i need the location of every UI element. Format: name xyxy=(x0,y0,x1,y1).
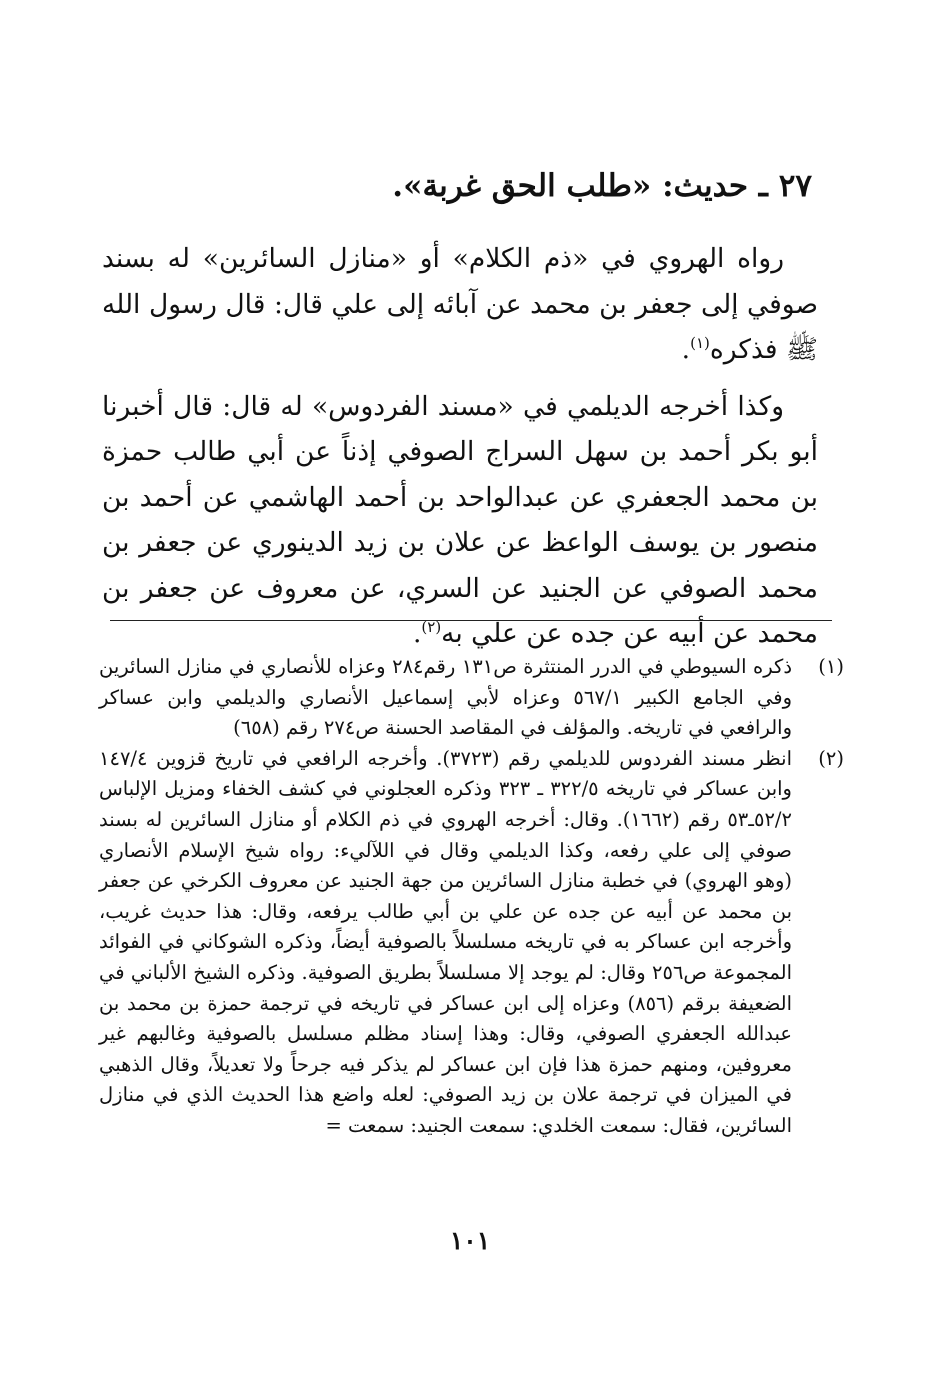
paragraph xyxy=(102,384,818,657)
footnote-number: (٢) xyxy=(818,746,844,770)
footnote-text: ذكره السيوطي في الدرر المنتثرة ص١٣١ رقم٢٨٤ وعزاه للأنصاري في منازل السائرين وفي الجامع الكبير ٥٦٧/١ وعزاه لأبي إسماعيل الأنصاري والديلمي وابن عساكر والرافعي في تاريخه. والمؤلف في المقاصد الحسنة ص٢٧٤ رقم (٦٥٨) xyxy=(99,655,792,740)
footnote-number: (١) xyxy=(818,655,844,678)
footnote xyxy=(99,652,844,744)
footnote xyxy=(99,744,844,1142)
hadith-heading: ٢٧ ـ حديث: «طلب الحق غربة». xyxy=(392,168,812,204)
paragraph xyxy=(102,236,818,373)
footnote-reference: (١) xyxy=(690,334,710,353)
paragraph-end-mark: . xyxy=(412,618,422,649)
paragraph-text: رواه الهروي في «ذم الكلام» أو «منازل السائرين» له بسند صوفي إلى جعفر بن محمد عن آبائه إلى علي قال: قال رسول الله ﷺ فذكره xyxy=(102,243,818,365)
main-text xyxy=(102,236,818,657)
footnote-reference: (٢) xyxy=(421,618,442,637)
footnote-separator xyxy=(110,620,832,621)
footnote-text: انظر مسند الفردوس للديلمي رقم (٣٧٢٣). وأخرجه الرافعي في تاريخ قزوين ١٤٧/٤ وابن عساكر في تاريخه ٣٢٢/٥ ـ ٣٢٣ وذكره العجلوني في كشف الخفاء ومزيل الإلباس ٥٢/٢ـ٥٣ رقم (١٦٦٢). وقال: أخرجه الهروي في ذم الكلام أو منازل السائرين له بسند صوفي إلى علي رفعه، وكذا الديلمي وقال في اللآليء: رواه شيخ الإسلام الأنصاري (وهو الهروي) في خطبة منازل السائرين من جهة الجنيد عن معروف الكرخي عن جعفر بن محمد عن أبيه عن جده عن علي بن أبي طالب يرفعه، وقال: هذا حديث غريب، وأخرجه ابن عساكر به في تاريخه مسلسلاً بالصوفية أيضاً، وذكره الشوكاني في الفوائد المجموعة ص٢٥٦ وقال: لم يوجد إلا مسلسلاً بطريق الصوفية. وذكره الشيخ الألباني في الضعيفة برقم (٨٥٦) وعزاه إلى ابن عساكر في تاريخه في ترجمة حمزة بن محمد بن عبدالله الجعفري الصوفي، وقال: وهذا إسناد مظلم مسلسل بالصوفية وغالبهم غير معروفين، ومنهم حمزة هذا فإن ابن عساكر لم يذكر فيه جرحاً ولا تعديلاً، وقال الذهبي في الميزان في ترجمة علان بن زيد الصوفي: لعله واضع هذا الحديث الذي في منازل السائرين، فقال: سمعت الخلدي: سمعت الجنيد: سمعت = xyxy=(99,746,792,1137)
paragraph-end-mark: . xyxy=(681,334,691,365)
footnotes xyxy=(99,652,844,1142)
paragraph-text: وكذا أخرجه الديلمي في «مسند الفردوس» له قال: قال أخبرنا أبو بكر أحمد بن سهل السراج الصوفي إذناً عن أبي طالب حمزة بن محمد الجعفري عن عبدالواحد بن أحمد الهاشمي عن أحمد بن منصور بن يوسف الواعظ عن علان بن زيد الدينوري عن جعفر بن محمد الصوفي عن الجنيد عن السري، عن معروف عن جعفر بن محمد عن أبيه عن جده عن علي به xyxy=(102,390,818,649)
page-number: ١٠١ xyxy=(449,1226,491,1255)
